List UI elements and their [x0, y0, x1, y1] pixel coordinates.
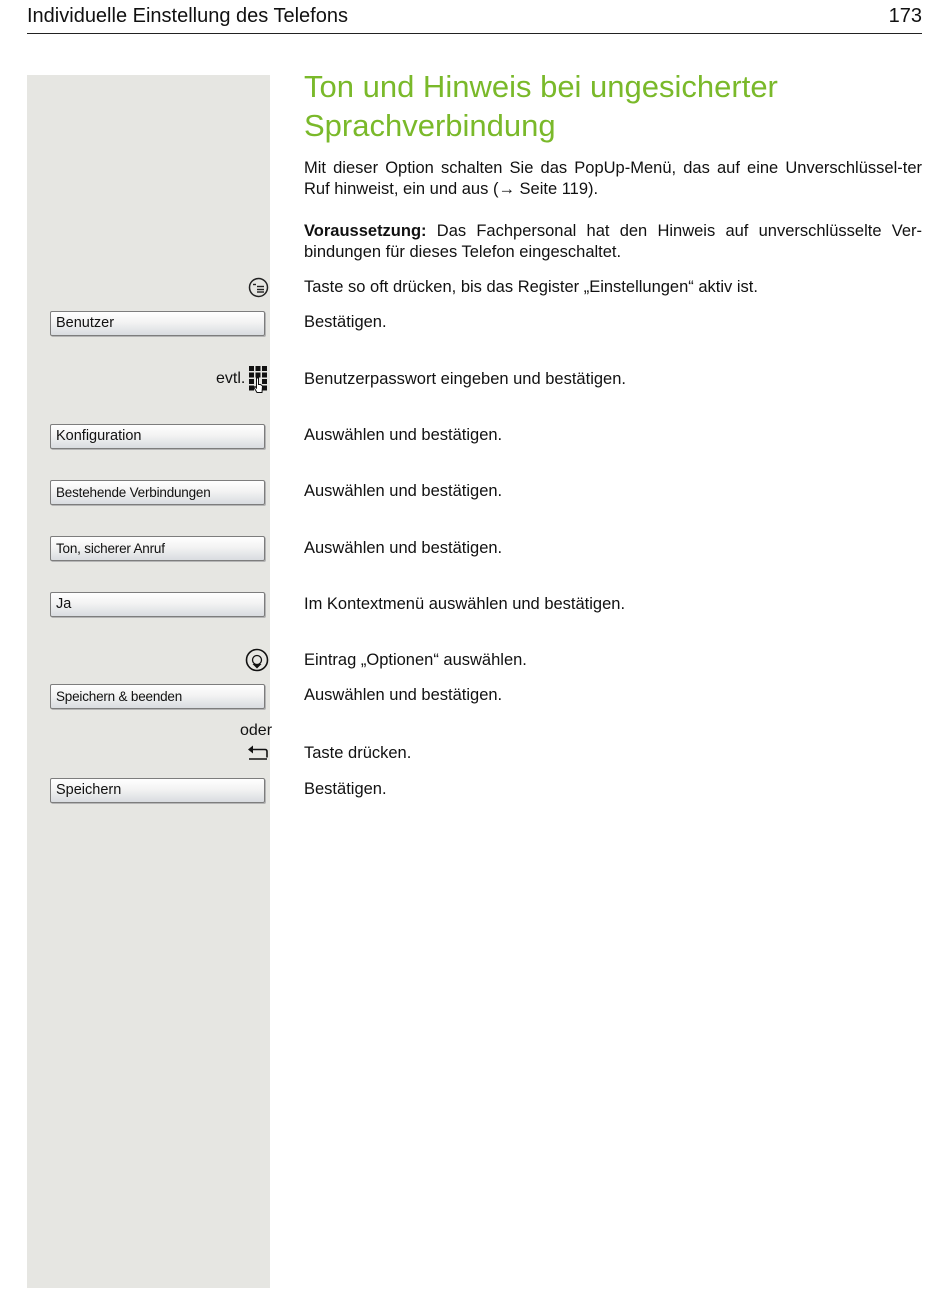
- step-9-text: Auswählen und bestätigen.: [304, 686, 503, 704]
- prerequisite-text: Das Fachpersonal hat den Hinweis auf unverschlüsselte Ver-bindungen für dieses Telefon eingeschaltet.: [304, 222, 922, 261]
- prerequisite-paragraph: [304, 221, 922, 263]
- step-5-text: Auswählen und bestätigen.: [304, 482, 503, 500]
- step-4-text: Auswählen und bestätigen.: [304, 426, 503, 444]
- section-title: [304, 67, 924, 145]
- prerequisite-label: Voraussetzung:: [304, 222, 427, 240]
- step-10-text: Taste drücken.: [304, 744, 412, 762]
- step-6-text: Auswählen und bestätigen.: [304, 539, 503, 557]
- ja-button[interactable]: Ja: [50, 592, 265, 617]
- step-1-text: Taste so oft drücken, bis das Register „Einstellungen“ aktiv ist.: [304, 278, 758, 296]
- section-title-line-1: Ton und Hinweis bei ungesicherter: [304, 69, 778, 104]
- step-7-text: Im Kontextmenü auswählen und bestätigen.: [304, 595, 626, 613]
- header-title: Individuelle Einstellung des Telefons: [27, 5, 348, 27]
- ton-sicherer-anruf-button[interactable]: Ton, sicherer Anruf: [50, 536, 265, 561]
- speichern-button[interactable]: Speichern: [50, 778, 265, 803]
- step-11-text: Bestätigen.: [304, 780, 387, 798]
- konfiguration-button[interactable]: Konfiguration: [50, 424, 265, 449]
- speichern-und-beenden-button[interactable]: Speichern & beenden: [50, 684, 265, 709]
- optional-label: evtl.: [216, 370, 246, 387]
- step-3-text: Benutzerpasswort eingeben und bestätigen.: [304, 370, 626, 388]
- sidebar-column: [27, 75, 273, 1288]
- step-8-text: Eintrag „Optionen“ auswählen.: [304, 651, 527, 669]
- intro-paragraph: Mit dieser Option schalten Sie das PopUp-Menü, das auf eine Unverschlüssel-ter Ruf hinweist, ein und aus (→ Seite 119).: [304, 159, 922, 198]
- menu-key-icon: [248, 277, 269, 298]
- or-label: oder: [240, 722, 273, 739]
- back-key-icon: [247, 744, 269, 761]
- section-title-line-2: Sprachverbindung: [304, 108, 556, 143]
- keypad-icon: [248, 365, 268, 394]
- header-divider: [27, 33, 922, 34]
- navigator-down-icon: [245, 648, 269, 672]
- benutzer-button[interactable]: Benutzer: [50, 311, 265, 336]
- page-number: 173: [888, 5, 922, 27]
- step-2-text: Bestätigen.: [304, 313, 387, 331]
- bestehende-verbindungen-button[interactable]: Bestehende Verbindungen: [50, 480, 265, 505]
